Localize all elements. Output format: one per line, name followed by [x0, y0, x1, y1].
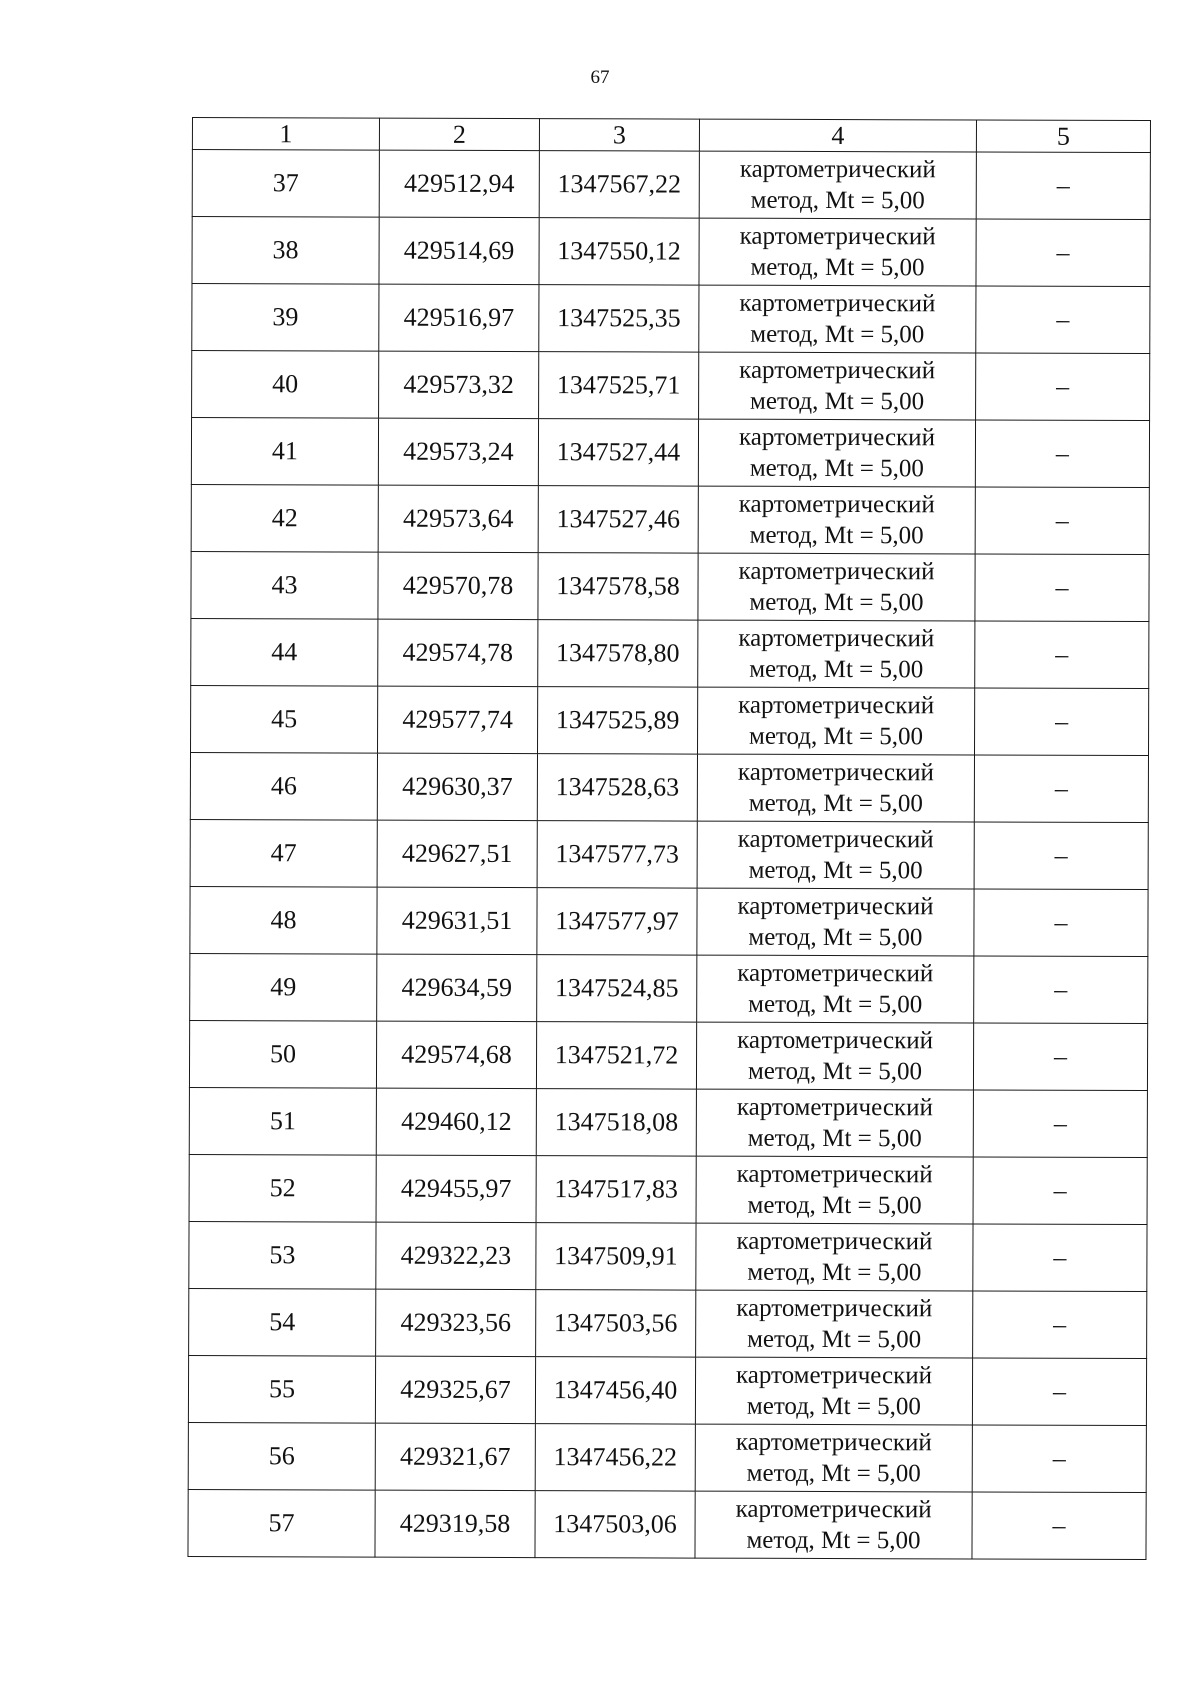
method-cell	[696, 1223, 973, 1291]
note-cell: –	[975, 621, 1149, 689]
method-line-2: метод, Mt = 5,00	[750, 186, 925, 215]
header-col-2: 2	[379, 118, 539, 151]
method-line-1: картометрический	[738, 691, 935, 720]
coord-x-cell: 429323,56	[376, 1289, 536, 1357]
header-col-1: 1	[192, 118, 379, 151]
method-line-2: метод, Mt = 5,00	[748, 789, 923, 818]
point-number-cell: 43	[191, 551, 378, 619]
coord-y-cell: 1347521,72	[536, 1022, 696, 1090]
coord-x-cell: 429460,12	[376, 1088, 536, 1156]
method-cell	[697, 754, 974, 822]
method-cell	[697, 955, 974, 1023]
point-number-cell: 54	[189, 1288, 376, 1356]
method-line-1: картометрический	[737, 1026, 934, 1055]
point-number-cell: 49	[190, 953, 377, 1021]
method-line-2: метод, Mt = 5,00	[747, 1258, 922, 1287]
point-number-cell: 41	[191, 418, 378, 486]
method-line-1: картометрический	[738, 490, 935, 519]
note-cell: –	[975, 420, 1149, 488]
table-row	[188, 1489, 1146, 1559]
note-cell: –	[972, 1425, 1146, 1493]
coord-y-cell: 1347550,12	[539, 218, 699, 286]
table-row	[190, 953, 1148, 1023]
header-col-4: 4	[699, 119, 976, 152]
note-cell: –	[972, 1492, 1146, 1560]
method-cell	[698, 687, 975, 755]
coord-x-cell: 429325,67	[375, 1356, 535, 1424]
method-line-1: картометрический	[736, 1227, 933, 1256]
coord-x-cell: 429577,74	[378, 686, 538, 754]
note-cell: –	[974, 755, 1148, 823]
coord-x-cell: 429631,51	[377, 887, 537, 955]
note-cell: –	[976, 353, 1150, 421]
coord-x-cell: 429573,64	[378, 485, 538, 553]
note-cell: –	[973, 1291, 1147, 1359]
point-number-cell: 50	[189, 1020, 376, 1088]
table-row	[189, 1154, 1147, 1224]
method-cell	[699, 352, 976, 420]
coord-y-cell: 1347528,63	[537, 754, 697, 822]
note-cell: –	[974, 822, 1148, 890]
method-cell	[695, 1424, 972, 1492]
point-number-cell: 38	[192, 217, 379, 285]
coord-x-cell: 429321,67	[375, 1423, 535, 1491]
point-number-cell: 40	[192, 351, 379, 419]
coord-y-cell: 1347527,44	[538, 419, 698, 487]
method-cell	[696, 1089, 973, 1157]
coord-y-cell: 1347527,46	[538, 486, 698, 554]
table-row	[190, 886, 1148, 956]
method-line-2: метод, Mt = 5,00	[749, 454, 924, 483]
method-line-1: картометрический	[739, 289, 936, 318]
method-cell	[698, 486, 975, 554]
method-line-1: картометрический	[739, 356, 936, 385]
table-row	[191, 418, 1149, 488]
method-cell	[698, 553, 975, 621]
method-line-2: метод, Mt = 5,00	[750, 253, 925, 282]
coord-y-cell: 1347503,06	[535, 1491, 695, 1559]
method-line-2: метод, Mt = 5,00	[747, 1191, 922, 1220]
coord-y-cell: 1347525,35	[539, 285, 699, 353]
method-line-2: метод, Mt = 5,00	[746, 1526, 921, 1555]
coord-x-cell: 429634,59	[377, 954, 537, 1022]
coord-x-cell: 429514,69	[379, 217, 539, 285]
note-cell: –	[975, 487, 1149, 555]
point-number-cell: 53	[189, 1221, 376, 1289]
coord-x-cell: 429627,51	[377, 820, 537, 888]
coord-x-cell: 429630,37	[377, 753, 537, 821]
method-line-1: картометрический	[739, 155, 936, 184]
note-cell: –	[974, 956, 1148, 1024]
coord-x-cell: 429516,97	[379, 284, 539, 352]
method-cell	[696, 1290, 973, 1358]
table-row	[189, 1221, 1147, 1291]
table-row	[189, 1020, 1147, 1090]
note-cell: –	[976, 152, 1150, 220]
point-number-cell: 56	[188, 1422, 375, 1490]
point-number-cell: 48	[190, 886, 377, 954]
coord-y-cell: 1347524,85	[537, 955, 697, 1023]
table-row	[189, 1288, 1147, 1358]
coord-y-cell: 1347525,89	[538, 687, 698, 755]
coordinates-table	[187, 117, 1151, 1560]
method-line-1: картометрический	[737, 758, 934, 787]
method-cell	[698, 620, 975, 688]
method-line-1: картометрический	[738, 423, 936, 452]
table-row	[190, 819, 1148, 889]
coord-y-cell: 1347578,58	[538, 553, 698, 621]
method-line-2: метод, Mt = 5,00	[749, 655, 924, 684]
method-cell	[699, 218, 976, 286]
table-row	[191, 484, 1149, 554]
method-cell	[697, 821, 974, 889]
coord-x-cell: 429573,32	[379, 351, 539, 419]
point-number-cell: 45	[191, 685, 378, 753]
point-number-cell: 44	[191, 618, 378, 686]
coord-y-cell: 1347577,97	[537, 888, 697, 956]
coord-x-cell: 429322,23	[376, 1222, 536, 1290]
method-line-2: метод, Mt = 5,00	[747, 1325, 922, 1354]
method-cell	[699, 151, 976, 219]
table-row	[188, 1355, 1146, 1425]
method-line-2: метод, Mt = 5,00	[749, 521, 924, 550]
coord-y-cell: 1347577,73	[537, 821, 697, 889]
method-line-1: картометрический	[737, 959, 934, 988]
table-row	[188, 1422, 1146, 1492]
coord-y-cell: 1347525,71	[539, 352, 699, 420]
table-row	[192, 351, 1150, 421]
method-line-2: метод, Mt = 5,00	[750, 387, 925, 416]
coord-y-cell: 1347567,22	[539, 151, 699, 219]
method-cell	[697, 888, 974, 956]
coord-x-cell: 429319,58	[375, 1490, 535, 1558]
table-row	[192, 217, 1150, 287]
point-number-cell: 51	[189, 1087, 376, 1155]
table-body	[188, 150, 1150, 1560]
note-cell: –	[976, 286, 1150, 354]
coord-x-cell: 429574,78	[378, 619, 538, 687]
header-col-3: 3	[539, 119, 699, 152]
method-line-1: картометрический	[735, 1428, 932, 1457]
method-line-2: метод, Mt = 5,00	[746, 1459, 921, 1488]
method-line-1: картометрический	[736, 1361, 933, 1390]
table-row	[191, 618, 1149, 688]
method-line-1: картометрический	[737, 892, 934, 921]
method-line-1: картометрический	[738, 557, 935, 586]
point-number-cell: 57	[188, 1489, 375, 1557]
method-line-2: метод, Mt = 5,00	[748, 923, 923, 952]
note-cell: –	[973, 1157, 1147, 1225]
note-cell: –	[976, 219, 1150, 287]
point-number-cell: 55	[188, 1355, 375, 1423]
table-row	[192, 150, 1150, 220]
table-row	[189, 1087, 1147, 1157]
coord-y-cell: 1347456,22	[535, 1424, 695, 1492]
method-line-1: картометрический	[736, 1294, 933, 1323]
method-line-1: картометрический	[735, 1495, 932, 1524]
note-cell: –	[974, 889, 1148, 957]
method-cell	[695, 1357, 972, 1425]
method-line-1: картометрический	[737, 825, 934, 854]
note-cell: –	[973, 1224, 1147, 1292]
table-row	[192, 284, 1150, 354]
method-line-2: метод, Mt = 5,00	[748, 990, 923, 1019]
method-line-2: метод, Mt = 5,00	[748, 722, 924, 751]
point-number-cell: 39	[192, 284, 379, 352]
note-cell: –	[974, 688, 1148, 756]
point-number-cell: 46	[190, 752, 377, 820]
coord-x-cell: 429574,68	[376, 1021, 536, 1089]
table-row	[191, 551, 1149, 621]
point-number-cell: 47	[190, 819, 377, 887]
method-cell	[698, 419, 975, 487]
point-number-cell: 42	[191, 484, 378, 552]
coord-y-cell: 1347578,80	[538, 620, 698, 688]
method-cell	[699, 285, 976, 353]
note-cell: –	[972, 1358, 1146, 1426]
method-line-2: метод, Mt = 5,00	[748, 856, 923, 885]
method-cell	[696, 1156, 973, 1224]
method-line-2: метод, Mt = 5,00	[749, 588, 924, 617]
method-line-2: метод, Mt = 5,00	[747, 1124, 922, 1153]
note-cell: –	[973, 1090, 1147, 1158]
method-line-1: картометрический	[736, 1160, 933, 1189]
coord-y-cell: 1347509,91	[536, 1223, 696, 1291]
table-row	[190, 752, 1148, 822]
header-col-5: 5	[976, 120, 1150, 153]
coord-x-cell: 429512,94	[379, 150, 539, 218]
coord-y-cell: 1347456,40	[535, 1357, 695, 1425]
method-cell	[696, 1022, 973, 1090]
method-line-1: картометрический	[736, 1093, 933, 1122]
method-line-2: метод, Mt = 5,00	[747, 1057, 923, 1086]
note-cell: –	[973, 1023, 1147, 1091]
method-line-2: метод, Mt = 5,00	[746, 1392, 922, 1421]
point-number-cell: 37	[192, 150, 379, 218]
method-line-2: метод, Mt = 5,00	[750, 320, 925, 349]
table-row	[191, 685, 1149, 755]
coord-x-cell: 429570,78	[378, 552, 538, 620]
page-number: 67	[590, 67, 610, 88]
note-cell: –	[975, 554, 1149, 622]
header-row	[192, 118, 1150, 153]
coord-y-cell: 1347518,08	[536, 1089, 696, 1157]
method-cell	[695, 1491, 972, 1559]
coord-y-cell: 1347503,56	[536, 1290, 696, 1358]
coord-x-cell: 429455,97	[376, 1155, 536, 1223]
method-line-1: картометрический	[738, 624, 935, 653]
coord-x-cell: 429573,24	[378, 418, 538, 486]
coord-y-cell: 1347517,83	[536, 1156, 696, 1224]
method-line-1: картометрический	[739, 222, 936, 251]
point-number-cell: 52	[189, 1154, 376, 1222]
table-header	[192, 118, 1150, 153]
